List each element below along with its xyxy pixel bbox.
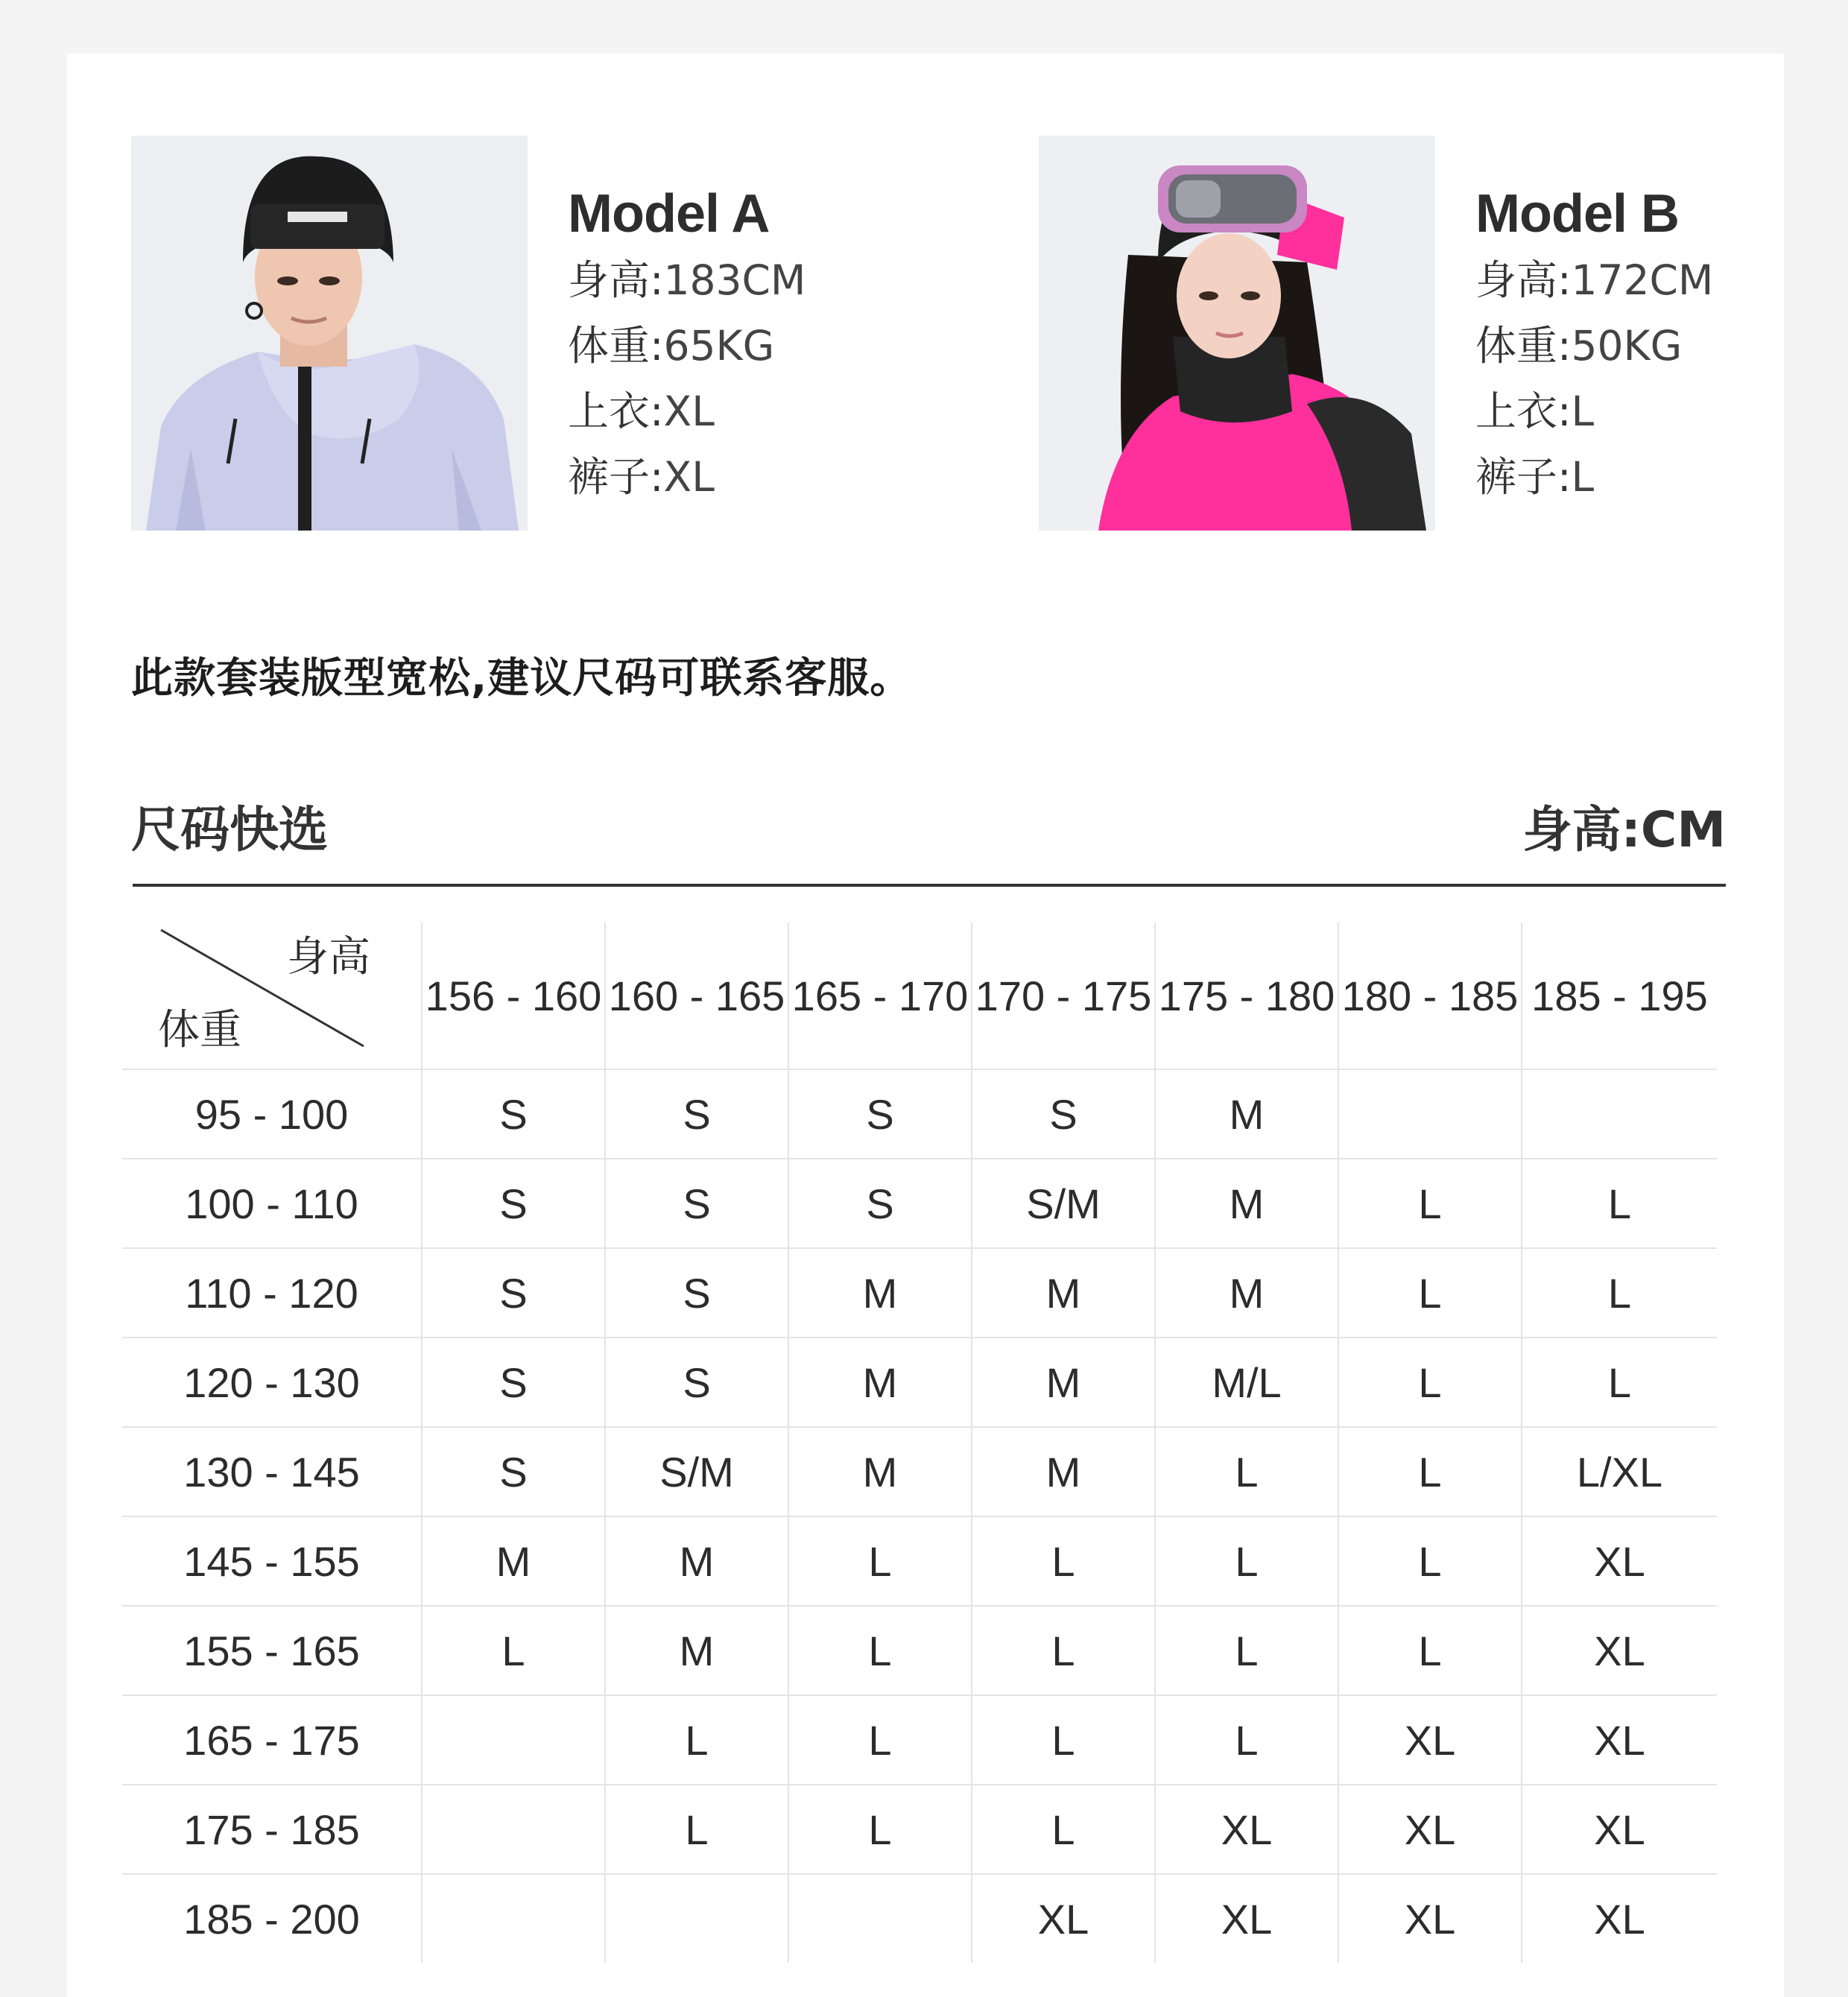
table-row — [122, 1516, 1717, 1606]
model-a-info — [568, 180, 1015, 510]
size-cell: S — [422, 1338, 605, 1427]
size-cell: M — [972, 1338, 1155, 1427]
table-row — [122, 1427, 1717, 1516]
size-cell: S — [788, 1159, 972, 1248]
size-cell: L — [1155, 1606, 1338, 1695]
size-cell: S/M — [605, 1427, 788, 1516]
spec-label: 身高: — [568, 256, 664, 304]
height-range-header: 175 - 180 — [1155, 922, 1338, 1069]
size-cell: L — [1338, 1516, 1522, 1606]
size-cell: M — [788, 1338, 972, 1427]
weight-range-cell: 130 - 145 — [122, 1427, 422, 1516]
size-cell: S — [422, 1069, 605, 1159]
size-cell: XL — [1522, 1695, 1717, 1785]
size-cell: L — [422, 1606, 605, 1695]
model-b-top-size — [1475, 379, 1848, 444]
size-cell: M/L — [1155, 1338, 1338, 1427]
size-cell: S — [605, 1248, 788, 1338]
table-row — [122, 1069, 1717, 1159]
table-row — [122, 1159, 1717, 1248]
spec-label: 体重: — [568, 322, 664, 370]
model-b-height — [1475, 247, 1848, 313]
size-cell: M — [1155, 1248, 1338, 1338]
table-row — [122, 1785, 1717, 1874]
size-cell — [1522, 1069, 1717, 1159]
size-cell: L — [788, 1695, 972, 1785]
height-range-header: 180 - 185 — [1338, 922, 1522, 1069]
size-cell: M — [788, 1427, 972, 1516]
spec-label: 裤子: — [1475, 453, 1572, 501]
height-range-header: 165 - 170 — [788, 922, 972, 1069]
spec-label: 裤子: — [568, 453, 664, 501]
size-cell: S — [422, 1427, 605, 1516]
model-b-illustration — [1039, 136, 1435, 531]
size-cell: L — [1338, 1338, 1522, 1427]
size-cell: L — [605, 1695, 788, 1785]
model-b-info — [1475, 180, 1848, 510]
spec-value: 183CM — [663, 256, 806, 304]
size-cell: M — [422, 1516, 605, 1606]
size-cell: XL — [1155, 1874, 1338, 1963]
size-cell: S — [788, 1069, 972, 1159]
size-cell — [422, 1785, 605, 1874]
table-corner-cell — [122, 922, 422, 1069]
size-chart-table — [122, 922, 1717, 1963]
size-cell: L — [788, 1785, 972, 1874]
spec-label: 上衣: — [1475, 387, 1572, 435]
size-cell: L — [1155, 1516, 1338, 1606]
size-cell: L — [605, 1785, 788, 1874]
size-cell: M — [1155, 1159, 1338, 1248]
size-cell: L/XL — [1522, 1427, 1717, 1516]
model-b-photo — [1039, 136, 1435, 531]
model-a-illustration — [131, 136, 528, 531]
spec-value: XL — [663, 387, 715, 435]
size-cell — [422, 1695, 605, 1785]
table-row — [122, 1695, 1717, 1785]
size-cell: L — [1338, 1159, 1522, 1248]
model-a-height — [568, 247, 1015, 313]
spec-value: 172CM — [1571, 256, 1714, 304]
model-a-pants-size — [568, 444, 1015, 510]
table-row — [122, 1338, 1717, 1427]
weight-range-cell: 155 - 165 — [122, 1606, 422, 1695]
spec-label: 身高: — [1475, 256, 1572, 304]
size-cell: L — [972, 1785, 1155, 1874]
size-cell: L — [788, 1516, 972, 1606]
size-cell — [1338, 1069, 1522, 1159]
size-cell: S — [422, 1248, 605, 1338]
size-cell: L — [1522, 1338, 1717, 1427]
fit-note: 此款套装版型宽松,建议尺码可联系客服。 — [131, 654, 913, 703]
size-cell: XL — [1155, 1785, 1338, 1874]
size-section-header — [131, 790, 1726, 857]
weight-range-cell: 145 - 155 — [122, 1516, 422, 1606]
size-cell: L — [1155, 1427, 1338, 1516]
size-cell: XL — [1522, 1606, 1717, 1695]
size-cell: L — [1338, 1248, 1522, 1338]
weight-range-cell: 185 - 200 — [122, 1874, 422, 1963]
model-b-weight — [1475, 313, 1848, 379]
size-cell: L — [1338, 1606, 1522, 1695]
size-cell — [605, 1874, 788, 1963]
size-cell: XL — [1338, 1695, 1522, 1785]
spec-label: 体重: — [1475, 322, 1572, 370]
spec-value: 50KG — [1571, 322, 1683, 370]
weight-range-cell: 95 - 100 — [122, 1069, 422, 1159]
model-b-pants-size — [1475, 444, 1848, 510]
size-cell: S — [605, 1159, 788, 1248]
size-cell: XL — [1594, 1895, 1645, 1943]
size-cell: S — [605, 1338, 788, 1427]
size-cell: M — [972, 1248, 1155, 1338]
height-range-header: 185 - 195 — [1522, 922, 1717, 1069]
weight-range-cell: 100 - 110 — [122, 1159, 422, 1248]
weight-range-cell: 175 - 185 — [122, 1785, 422, 1874]
size-cell: L — [788, 1606, 972, 1695]
weight-range-cell: 165 - 175 — [122, 1695, 422, 1785]
size-cell: M — [972, 1427, 1155, 1516]
corner-weight-label: 体重 — [158, 1006, 241, 1054]
section-divider — [133, 884, 1726, 887]
size-cell: L — [972, 1606, 1155, 1695]
weight-range-cell: 110 - 120 — [122, 1248, 422, 1338]
size-cell: M — [605, 1606, 788, 1695]
size-cell: M — [788, 1248, 972, 1338]
spec-value: 65KG — [663, 322, 775, 370]
size-cell: M — [1155, 1069, 1338, 1159]
height-range-header: 156 - 160 — [422, 922, 605, 1069]
corner-height-label: 身高 — [287, 933, 370, 981]
table-row — [122, 1874, 1717, 1963]
size-cell — [422, 1874, 605, 1963]
size-cell: XL — [1522, 1785, 1717, 1874]
size-cell: XL — [1522, 1516, 1717, 1606]
height-range-header: 160 - 165 — [605, 922, 788, 1069]
size-cell: S — [605, 1069, 788, 1159]
weight-range-cell: 120 - 130 — [122, 1338, 422, 1427]
size-cell: L — [1522, 1159, 1717, 1248]
spec-value: L — [1571, 453, 1595, 501]
spec-label: 上衣: — [568, 387, 664, 435]
size-cell: XL — [972, 1874, 1155, 1963]
size-section-unit: 身高:CM — [1522, 801, 1726, 858]
model-a-name: Model A — [568, 184, 770, 244]
size-cell: L — [1155, 1695, 1338, 1785]
spec-value: XL — [663, 453, 715, 501]
spec-value: L — [1571, 387, 1595, 435]
table-row — [122, 1606, 1717, 1695]
size-cell: L — [972, 1695, 1155, 1785]
size-cell: XL — [1338, 1785, 1522, 1874]
size-table-header-row — [122, 922, 1717, 1069]
size-cell: M — [605, 1516, 788, 1606]
height-range-header: 170 - 175 — [972, 922, 1155, 1069]
size-section-title: 尺码快选 — [131, 801, 328, 858]
size-cell: S/M — [972, 1159, 1155, 1248]
model-b-name: Model B — [1475, 184, 1679, 244]
model-a-photo — [131, 136, 528, 531]
size-cell: L — [1338, 1427, 1522, 1516]
size-cell: S — [422, 1159, 605, 1248]
size-cell: XL — [1338, 1874, 1522, 1963]
model-a-weight — [568, 313, 1015, 379]
size-cell — [788, 1874, 972, 1963]
size-cell: S — [972, 1069, 1155, 1159]
table-row — [122, 1248, 1717, 1338]
model-a-top-size — [568, 379, 1015, 444]
size-cell: L — [1522, 1248, 1717, 1338]
size-cell: L — [972, 1516, 1155, 1606]
